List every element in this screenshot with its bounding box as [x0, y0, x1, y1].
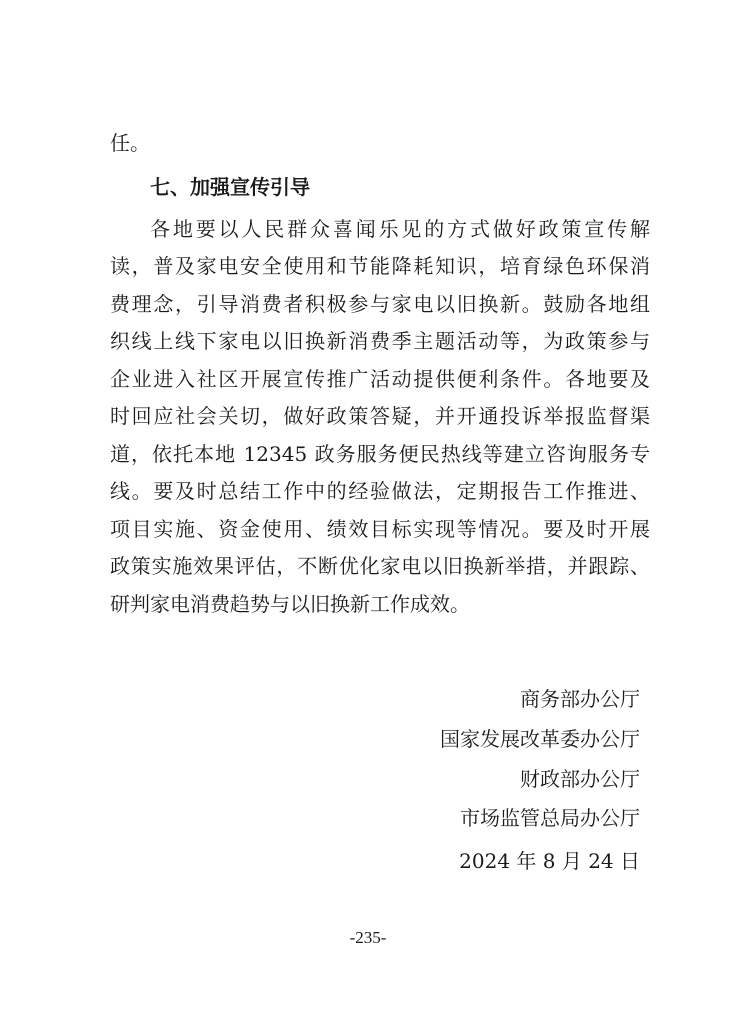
- page-number: -235-: [349, 928, 387, 947]
- paragraph-line: 织线上线下家电以旧换新消费季主题活动等，为政策参与: [110, 329, 650, 353]
- paragraph-line: 费理念，引导消费者积极参与家电以旧换新。鼓励各地组: [110, 292, 650, 316]
- paragraph-line: 时回应社会关切，做好政策答疑，并开通投诉举报监督渠: [110, 404, 650, 428]
- paragraph-line: 企业进入社区开展宣传推广活动提供便利条件。各地要及: [110, 367, 650, 391]
- paragraph-line: 读，普及家电安全使用和节能降耗知识，培育绿色环保消: [110, 254, 650, 278]
- paragraph-line: 线。要及时总结工作中的经验做法，定期报告工作推进、: [110, 479, 650, 503]
- signatory-ministry-of-finance: 财政部办公厅: [520, 767, 640, 791]
- continued-text-line: 任。: [110, 131, 150, 155]
- document-date: 2024 年 8 月 24 日: [459, 849, 640, 873]
- paragraph-line: 政策实施效果评估，不断优化家电以旧换新举措，并跟踪、: [110, 554, 650, 578]
- signatory-ndrc: 国家发展改革委办公厅: [440, 727, 640, 751]
- paragraph-line: 道，依托本地 12345 政务服务便民热线等建立咨询服务专: [110, 442, 650, 466]
- signatory-ministry-of-commerce: 商务部办公厅: [520, 687, 640, 711]
- paragraph-line: 项目实施、资金使用、绩效目标实现等情况。要及时开展: [110, 517, 650, 541]
- section-heading: 七、加强宣传引导: [150, 175, 310, 199]
- paragraph-line: 各地要以人民群众喜闻乐见的方式做好政策宣传解: [150, 217, 650, 241]
- paragraph-line: 研判家电消费趋势与以旧换新工作成效。: [110, 592, 470, 616]
- signatory-samr: 市场监管总局办公厅: [460, 806, 640, 830]
